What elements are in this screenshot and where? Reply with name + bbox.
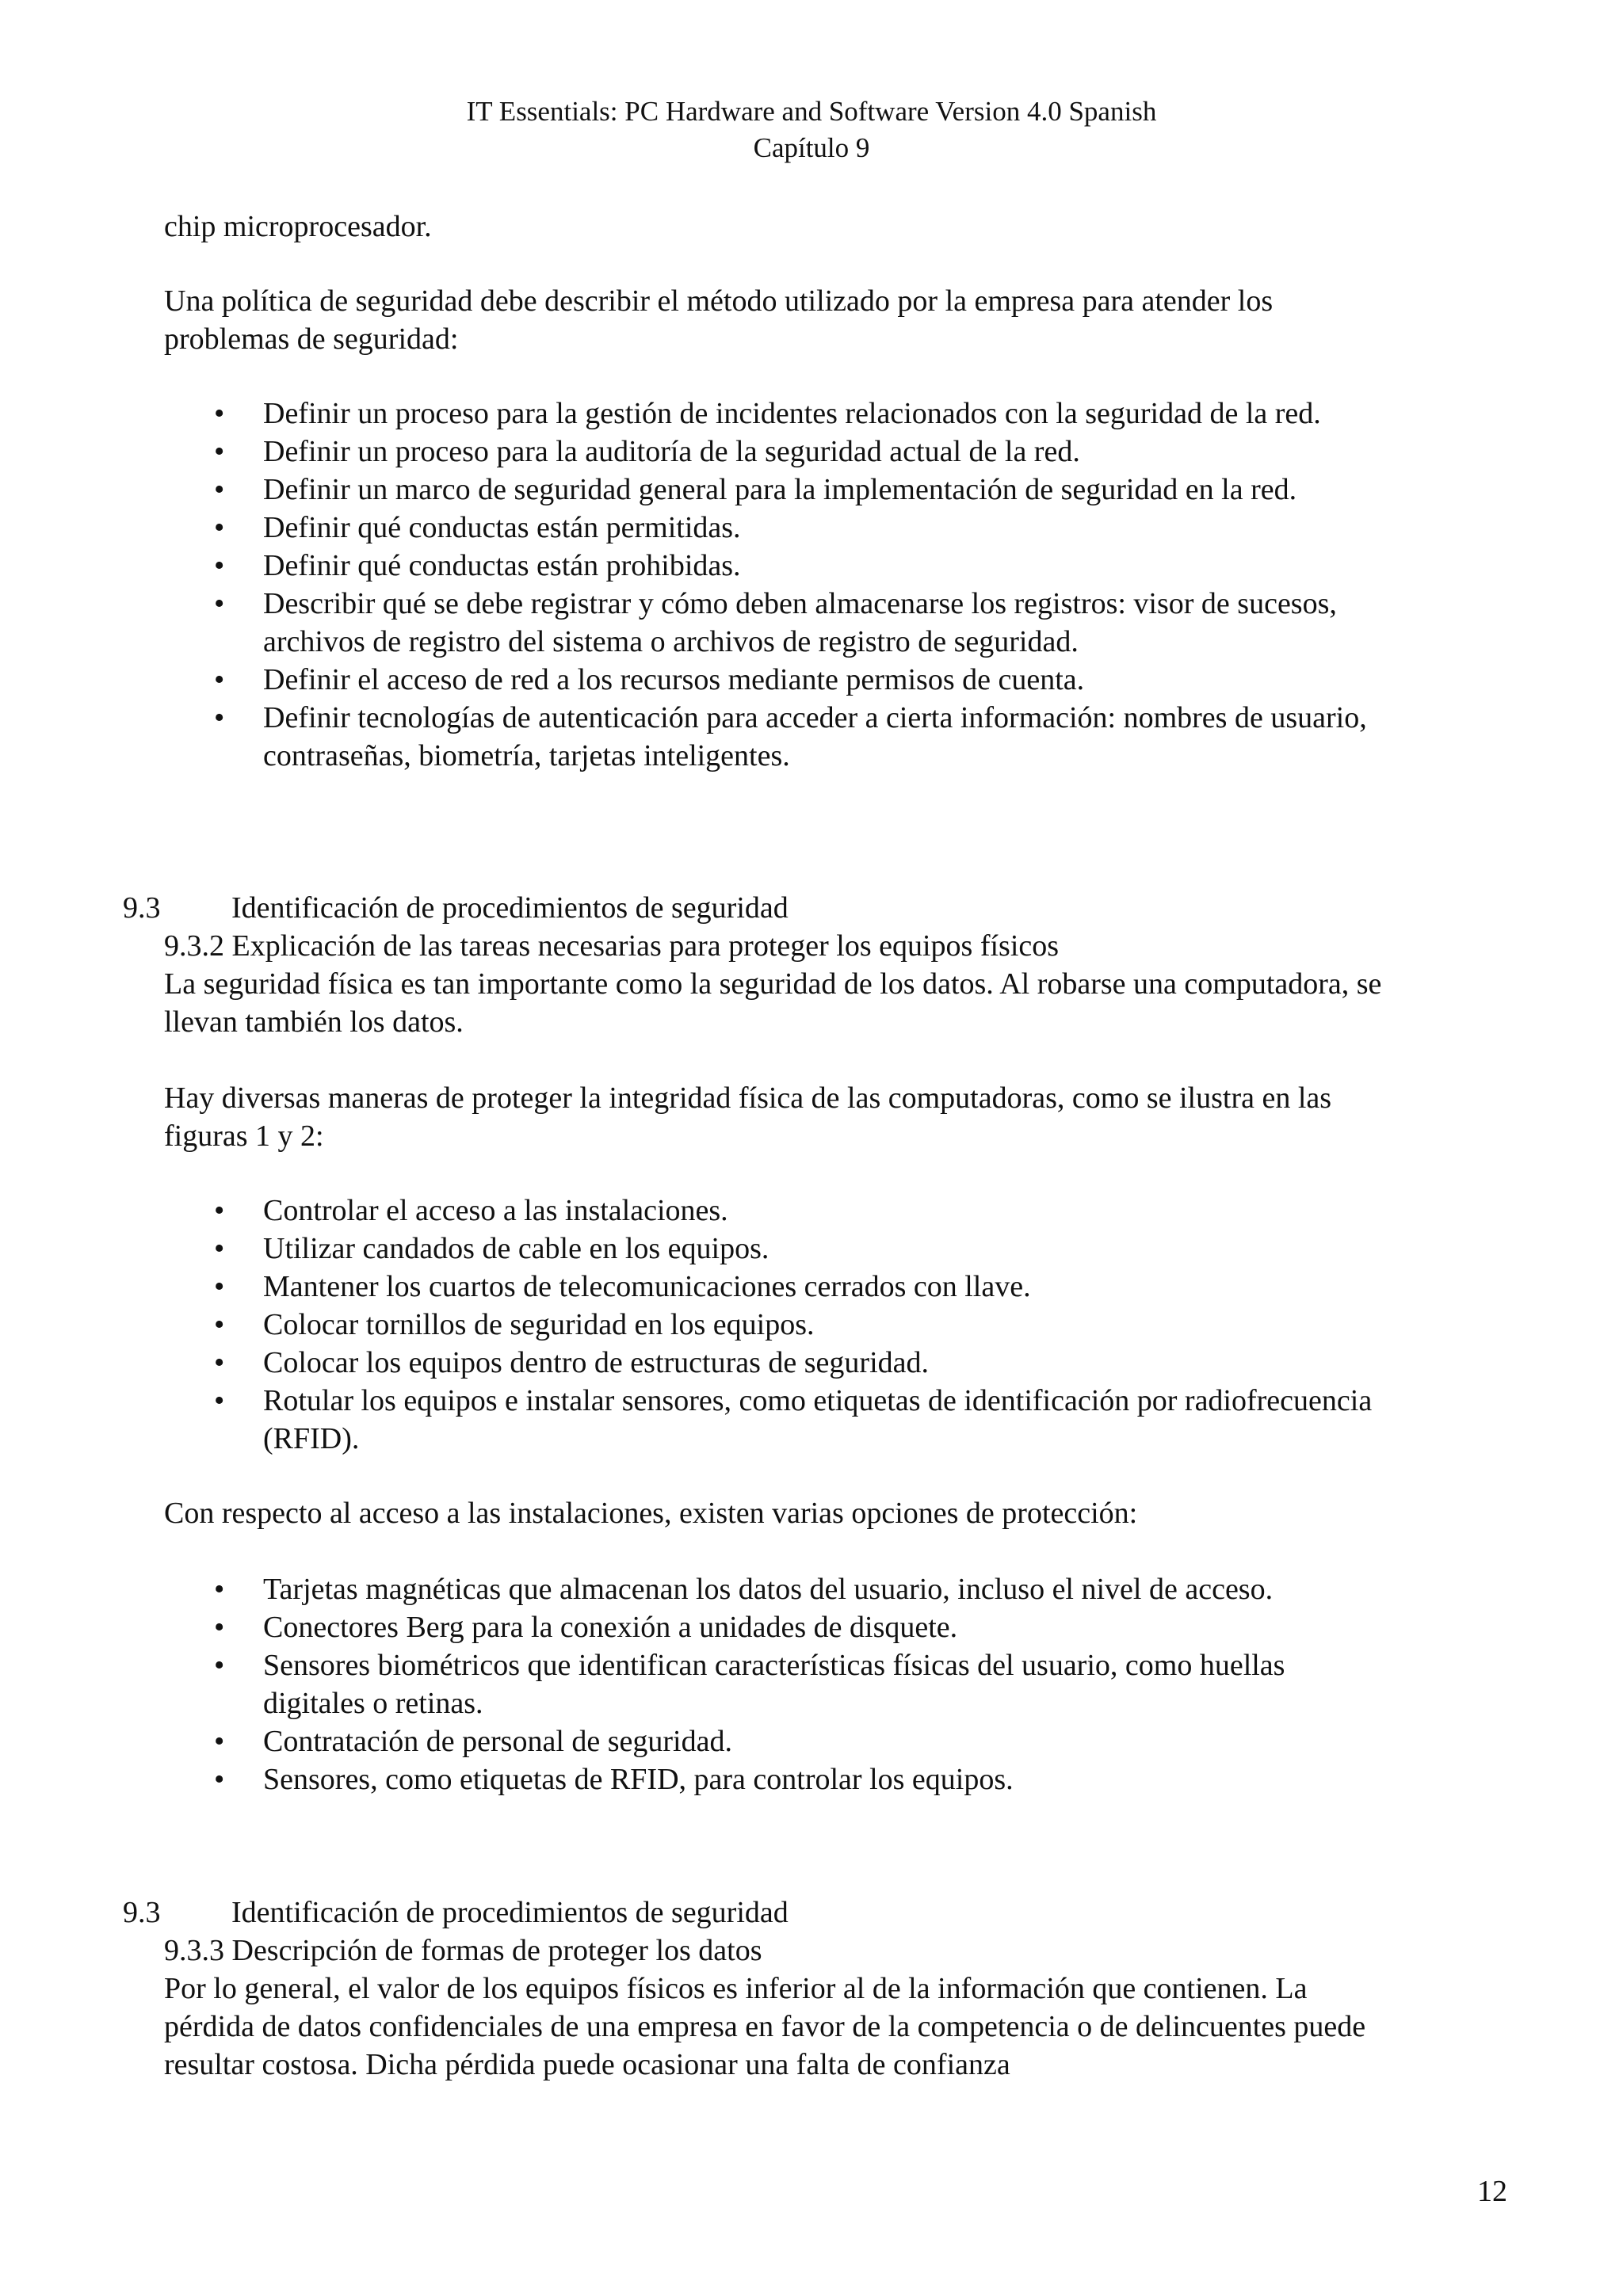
section-title: Identificación de procedimientos de seguridad [231, 891, 789, 925]
list-item: • Controlar el acceso a las instalaciones. [214, 1192, 1387, 1230]
list-item: • Definir tecnologías de autenticación para acceder a cierta información: nombres de usuario, contraseñas, biometría, tarjetas inteligentes. [214, 699, 1387, 775]
list-item: • Rotular los equipos e instalar sensores, como etiquetas de identificación por radiofrecuencia (RFID). [214, 1382, 1387, 1458]
list-item: • Colocar los equipos dentro de estructuras de seguridad. [214, 1344, 1387, 1382]
list-item: • Sensores, como etiquetas de RFID, para controlar los equipos. [214, 1760, 1387, 1798]
section1-paragraph-3: Con respecto al acceso a las instalaciones, existen varias opciones de protección: [164, 1497, 1138, 1530]
list-item: • Mantener los cuartos de telecomunicaciones cerrados con llave. [214, 1268, 1387, 1306]
section-title: Identificación de procedimientos de seguridad [231, 1896, 789, 1929]
section-number: 9.3 [123, 891, 161, 925]
section-heading-2 [123, 1894, 789, 1932]
page-number: 12 [1477, 2175, 1507, 2208]
header-title: IT Essentials: PC Hardware and Software Version 4.0 Spanish [466, 96, 1157, 127]
access-options-list [214, 1570, 1387, 1798]
list-item: • Definir qué conductas están prohibidas. [214, 547, 1387, 585]
header-chapter: Capítulo 9 [753, 132, 870, 163]
list-item: • Utilizar candados de cable en los equipos. [214, 1230, 1387, 1268]
policy-list [214, 395, 1387, 775]
section2-paragraph-1: Por lo general, el valor de los equipos físicos es inferior al de la información que contienen. La pérdida de datos confidenciales de una empresa en favor de la competencia o de delincuentes puede resultar costosa. Dicha pérdida puede ocasionar una falta de confianza [164, 1972, 1366, 2081]
section1-paragraph-2: Hay diversas maneras de proteger la integridad física de las computadoras, como se ilustra en las figuras 1 y 2: [164, 1081, 1332, 1153]
section1-paragraph-1: La seguridad física es tan importante como la seguridad de los datos. Al robarse una computadora, se llevan también los datos. [164, 967, 1382, 1039]
page-header [0, 93, 1623, 166]
list-item: • Definir el acceso de red a los recursos mediante permisos de cuenta. [214, 661, 1387, 699]
list-item: • Definir un proceso para la auditoría de la seguridad actual de la red. [214, 433, 1387, 471]
physical-protection-list [214, 1192, 1387, 1458]
policy-paragraph: Una política de seguridad debe describir el método utilizado por la empresa para atender los problemas de seguridad: [164, 284, 1274, 356]
list-item: • Sensores biométricos que identifican características físicas del usuario, como huellas digitales o retinas. [214, 1646, 1387, 1722]
list-item: • Definir qué conductas están permitidas. [214, 509, 1387, 547]
section-heading-1 [123, 889, 789, 927]
subsection-title-2: 9.3.3 Descripción de formas de proteger los datos [164, 1934, 762, 1967]
list-item: • Colocar tornillos de seguridad en los equipos. [214, 1306, 1387, 1344]
list-item: • Contratación de personal de seguridad. [214, 1722, 1387, 1760]
list-item: • Definir un marco de seguridad general para la implementación de seguridad en la red. [214, 471, 1387, 509]
section-number: 9.3 [123, 1896, 161, 1929]
subsection-title-1: 9.3.2 Explicación de las tareas necesarias para proteger los equipos físicos [164, 929, 1060, 963]
list-item: • Tarjetas magnéticas que almacenan los datos del usuario, incluso el nivel de acceso. [214, 1570, 1387, 1608]
intro-fragment: chip microprocesador. [164, 210, 432, 243]
list-item: • Definir un proceso para la gestión de incidentes relacionados con la seguridad de la red. [214, 395, 1387, 433]
list-item: • Conectores Berg para la conexión a unidades de disquete. [214, 1608, 1387, 1646]
list-item: • Describir qué se debe registrar y cómo deben almacenarse los registros: visor de sucesos, archivos de registro del sistema o archivos de registro de seguridad. [214, 585, 1387, 661]
